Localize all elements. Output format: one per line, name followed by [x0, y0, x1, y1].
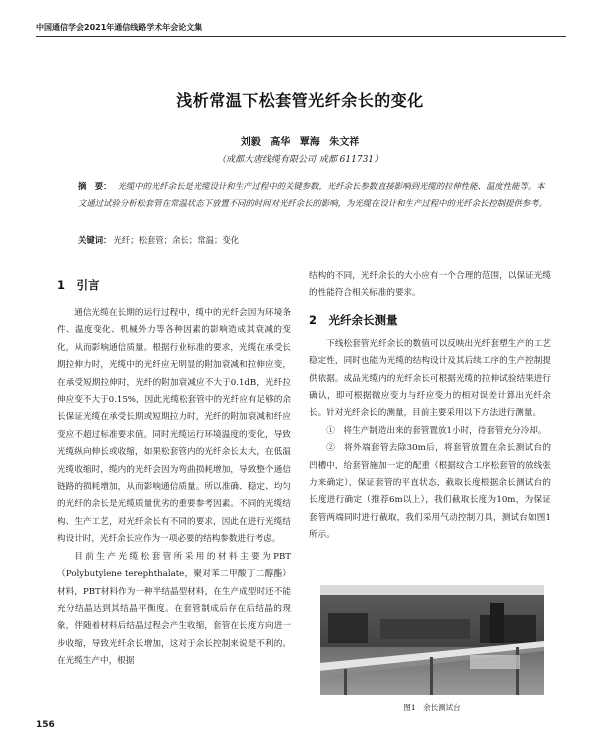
intro-paragraph-1: 通信光缆在长期的运行过程中，缆中的光纤会因为环境条件、温度变化、机械外力等各种因素的影响造成其衰减的变化，从而影响通信质量。根据行业标准的要求，光缆在承受长期拉伸力时，光缆中的光纤应无明显的附加衰减和拉伸应变，在承受短期拉伸时，光纤的附加衰减应不大于0.1dB，光纤拉伸应变不大于0.15%，因此光缆松套管中的光纤应有足够的余长保证光缆在承受长期或短期拉力时，光纤的附加衰减和纤应变应不超过标准要求值。同时光缆运行环境温度的变化，导致光缆纵向伸长或收缩，如果松套管内的光纤余长太大，在低温光缆收缩时，缆内的光纤会因为弯曲损耗增加，导致整个通信链路的损耗增加，从而影响通信质量。所以准确、稳定、均匀的光纤的余长是光缆质量优劣的重要参考因素。不同的光缆结构、生产工艺，对光纤余长有不同的要求，因此在进行光缆结构设计时，光纤余长应作为一项必要的结构参数进行考虑。 — [57, 308, 291, 545]
running-header: 中国通信学会2021年通信线路学术年会论文集 — [36, 22, 566, 37]
measure-paragraph-1: 下线松套管光纤余长的数值可以反映出光纤套塑生产的工艺稳定性，同时也能为光缆的结构设计及其后续工序的生产控制提供依据。成品光缆内的光纤余长可根据光缆的拉伸试验结果进行确认，即可根据微应变力与纤应变力的相对误差计算出光纤余长。针对光纤余长的测量，目前主要采用以下方法进行测量。 — [309, 338, 551, 419]
measure-step-2: ② 将外端套管去除30m后，将套管放置在余长测试台的凹槽中，给套管施加一定的配重（根据纹合工序松套管的放线张力来确定），保证套管的平直状态，截取长度根据余长测试台的长度进行确定（推荐6m以上），我们截取长度为10m，为保证套管两端同时进行截取，我们采用气动控制刀具，测试台如图1所示。 — [309, 443, 551, 541]
section-heading-measure: 2 光纤余长测量 — [309, 312, 398, 327]
right-column — [309, 268, 551, 545]
keywords-text: 光纤；松套管；余长；常温；变化 — [113, 235, 240, 245]
section-heading-intro: 1 引言 — [57, 278, 100, 292]
intro-paragraph-2: 目前生产光缆松套管所采用的材料主要为PBT（Polybutylene terephthalate，聚对苯二甲酸丁二醇酯）材料，PBT材料作为一种半结晶型材料，在生产成型时还不能充分结晶达到其结晶平衡度。在套管制成后存在后结晶的现象，伴随着材料后结晶过程会产生收缩，套管在长度方向进一步收缩，导致光纤余长增加，这对于余长控制来说是不利的。在光缆生产中，根据 — [57, 551, 291, 667]
figure-caption: 图1 余长测试台 — [403, 703, 461, 712]
page-number: 156 — [36, 720, 55, 730]
keywords-label: 关键词： — [78, 235, 112, 245]
paper-title: 浅析常温下松套管光纤余长的变化 — [176, 91, 424, 110]
keywords — [78, 233, 548, 247]
abstract — [78, 178, 548, 211]
intro-continuation: 结构的不同，光纤余长的大小应有一个合理的范围，以保证光缆的性能符合相关标准的要求。 — [309, 271, 551, 299]
abstract-text: 光缆中的光纤余长是光缆设计和生产过程中的关键参数，光纤余长参数直接影响到光缆的拉伸性能、温度性能等。本文通过试验分析松套管在常温状态下放置不同的时间对光纤余长的影响，为光缆在设计和生产过程中的光纤余长控制提供参考。 — [78, 181, 547, 208]
paper-authors: 刘毅 高华 覃海 朱文祥 — [240, 137, 360, 148]
abstract-label: 摘 要： — [78, 181, 112, 191]
figure-test-bench-photo — [320, 585, 544, 695]
measure-step-1: ① 将生产制造出来的套管置放1小时，待套管充分冷却。 — [326, 425, 547, 436]
paper-affiliation: （成都大唐线缆有限公司 成都 611731） — [216, 155, 384, 165]
left-column — [57, 270, 291, 671]
